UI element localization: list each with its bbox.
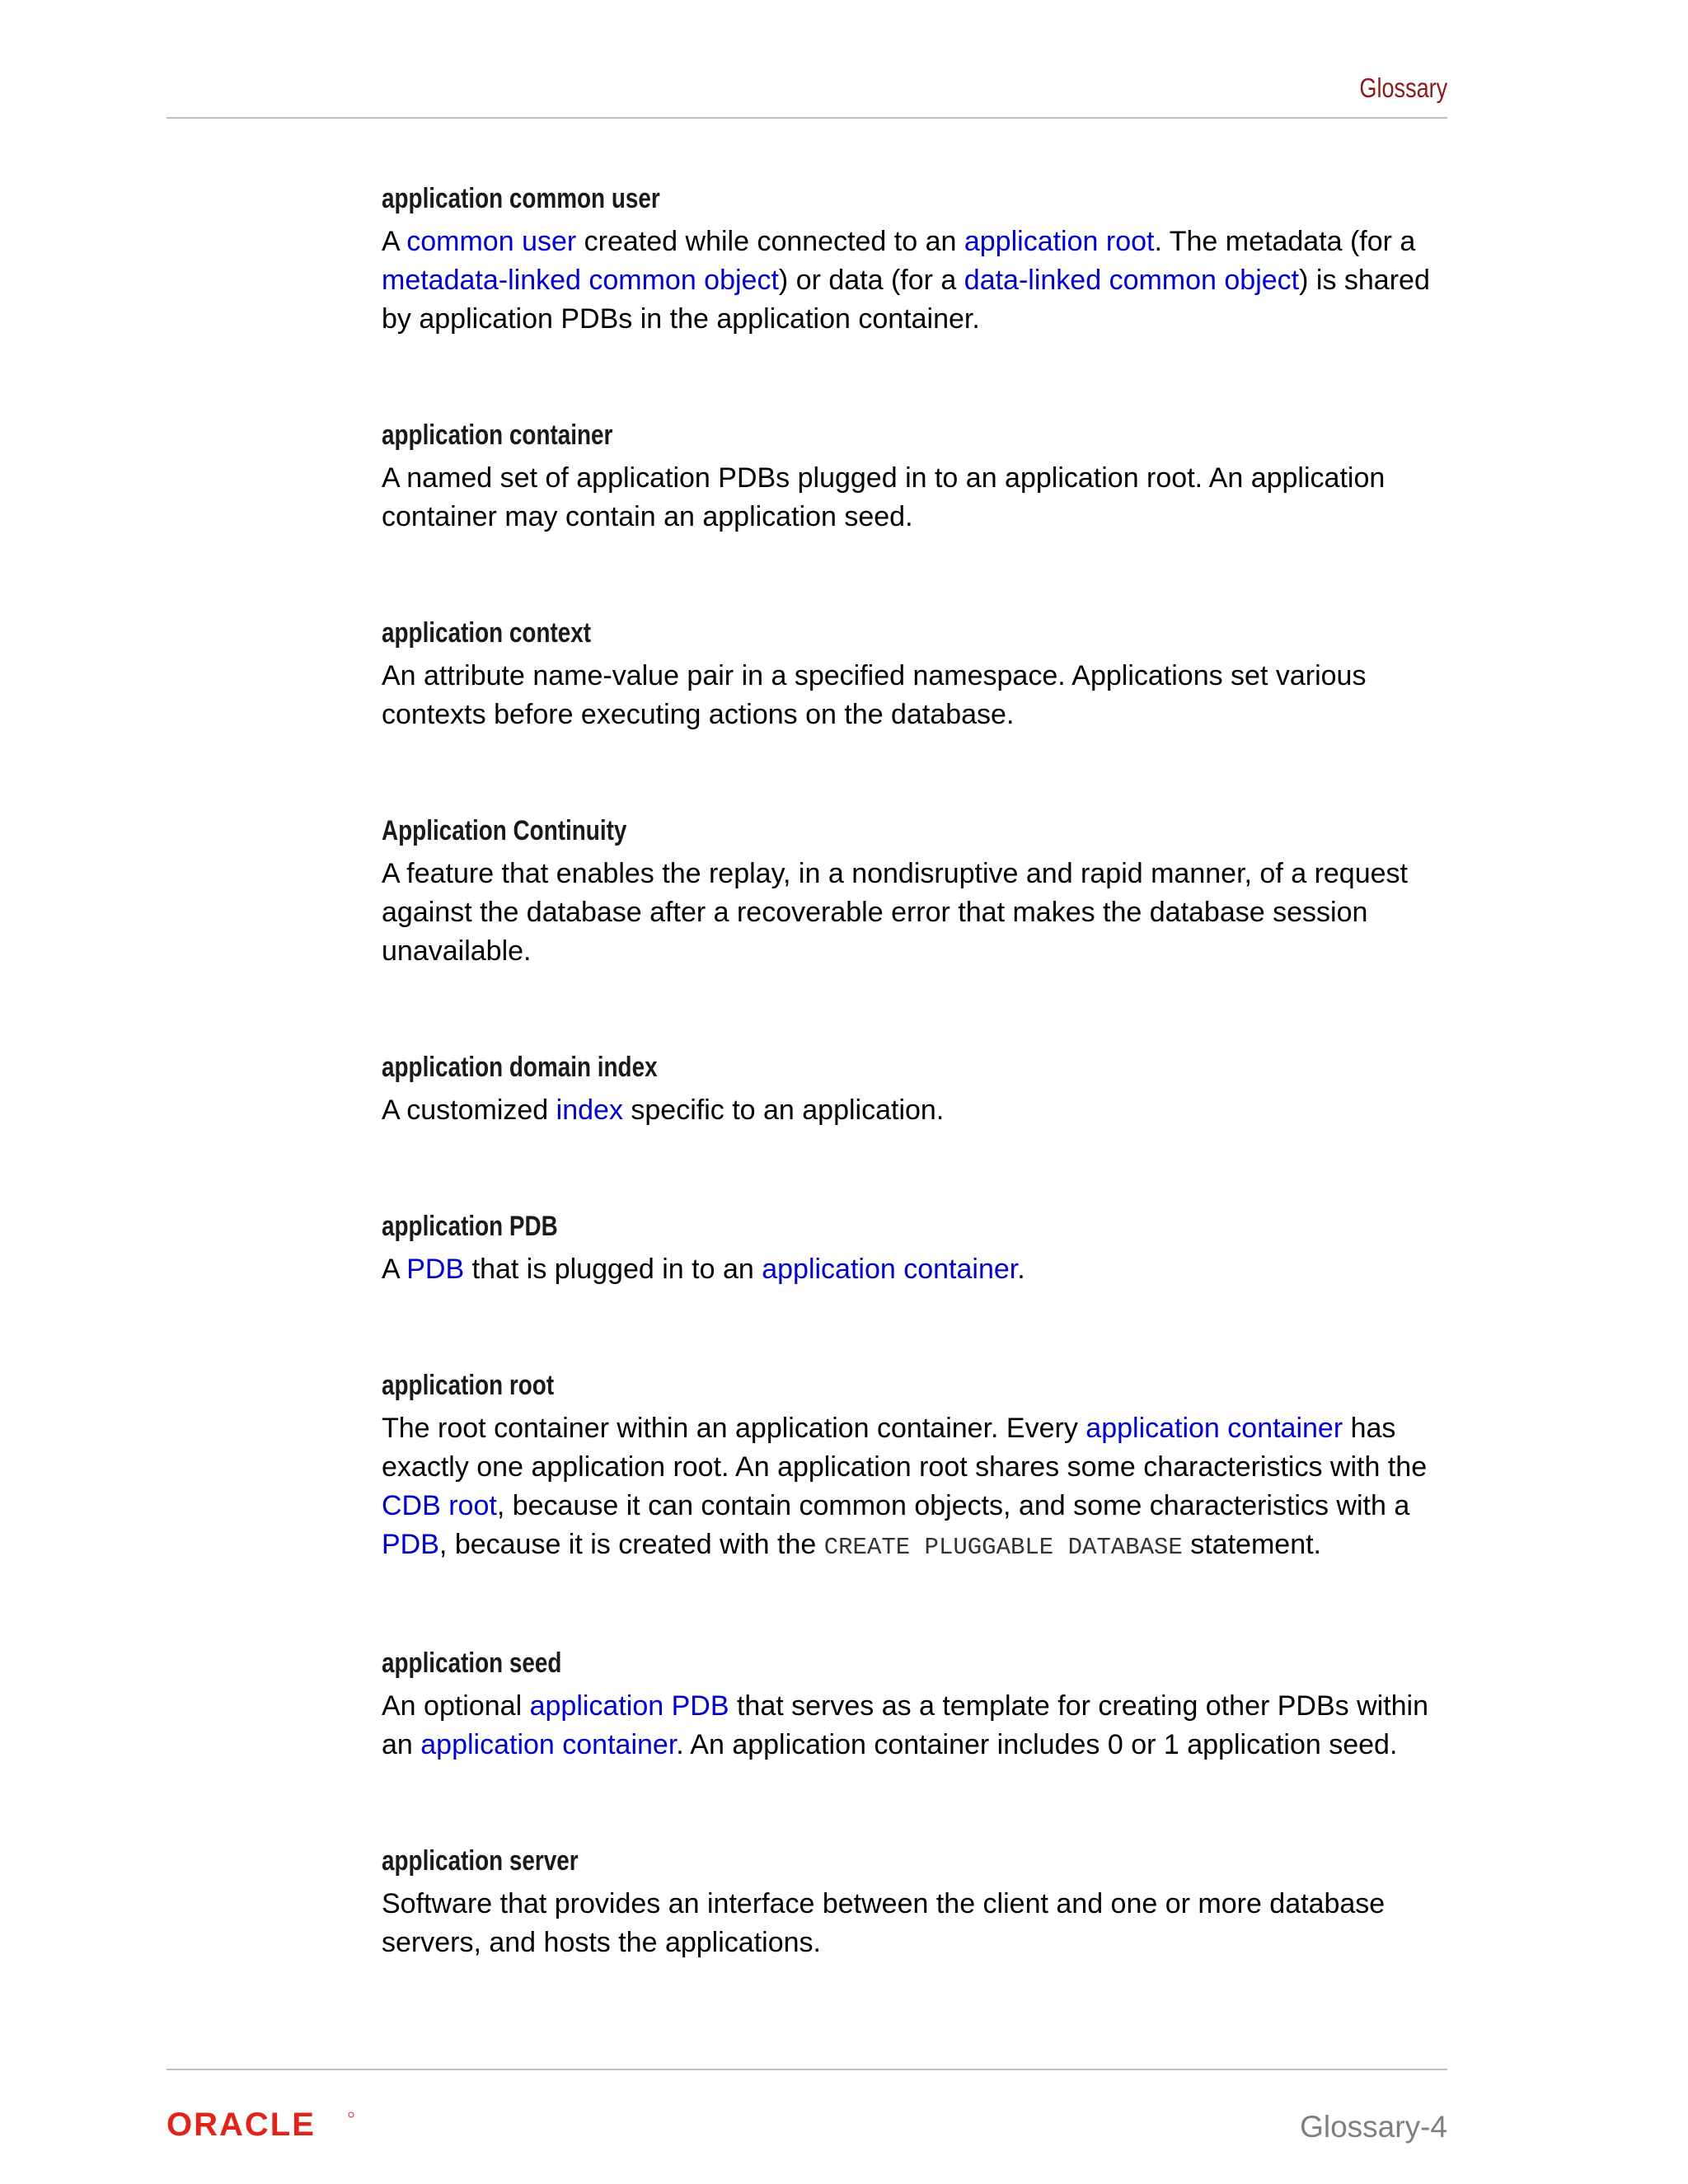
link-metadata-linked-common-object[interactable]: metadata-linked common object (382, 265, 779, 296)
link-application-pdb[interactable]: application PDB (529, 1690, 729, 1722)
link-data-linked-common-object[interactable]: data-linked common object (964, 265, 1300, 296)
footer-divider (166, 2069, 1447, 2070)
link-pdb[interactable]: PDB (406, 1254, 465, 1285)
term: Application Continuity (382, 815, 627, 846)
definition: Software that provides an interface between the client and one or more database servers, and hosts the applications. (382, 1888, 1386, 1958)
term: application common user (382, 183, 660, 214)
glossary-entry-application-root (382, 1361, 1445, 1567)
page-header (166, 0, 1447, 119)
link-application-container[interactable]: application container (1085, 1413, 1343, 1444)
section-title: Glossary (1359, 73, 1447, 103)
definition: A named set of application PDBs plugged in to an application root. An application container may contain an application seed. (382, 462, 1386, 532)
term: application container (382, 419, 613, 451)
code-create-pluggable-database: CREATE PLUGGABLE DATABASE (823, 1534, 1183, 1561)
definition: An optional application PDB that serves as a template for creating other PDBs within an application container. An application container includes 0 or 1 application seed. (382, 1690, 1429, 1760)
oracle-logo (166, 2108, 356, 2141)
glossary-entry-application-seed (382, 1639, 1445, 1765)
oracle-logo-text: ORACLE (166, 2108, 316, 2141)
link-common-user[interactable]: common user (406, 226, 577, 257)
glossary-entry-application-common-user (382, 175, 1445, 339)
definition: A customized index specific to an application. (382, 1094, 945, 1126)
glossary-entry-application-domain-index (382, 1043, 1445, 1130)
link-index[interactable]: index (556, 1094, 623, 1126)
glossary-entry-application-server (382, 1837, 1445, 1962)
definition: A common user created while connected to an application root. The metadata (for a metadata-linked common object) or data (for a data-linked common object) is shared by application PDBs in the application container. (382, 226, 1430, 335)
term: application server (382, 1845, 579, 1877)
glossary-entry-application-context (382, 609, 1445, 734)
definition: An attribute name-value pair in a specified namespace. Applications set various contexts before executing actions on the database. (382, 660, 1367, 730)
link-application-container[interactable]: application container (420, 1729, 677, 1760)
term: application seed (382, 1647, 562, 1679)
link-application-container[interactable]: application container (762, 1254, 1018, 1285)
header-divider (166, 117, 1447, 119)
term: application root (382, 1370, 555, 1401)
glossary-entry-application-continuity (382, 807, 1445, 971)
definition: The root container within an application container. Every application container has exactly one application root. An application root shares some characteristics with the CDB root, because it can contain common objects, and some characteristics with a PDB, because it is created with the CREATE PLUGGABLE DATABASE statement. (382, 1413, 1428, 1561)
link-cdb-root[interactable]: CDB root (382, 1490, 497, 1521)
term: application domain index (382, 1052, 658, 1083)
definition: A PDB that is plugged in to an application container. (382, 1254, 1025, 1285)
term: application context (382, 617, 592, 649)
glossary-content (382, 175, 1445, 1962)
definition: A feature that enables the replay, in a nondisruptive and rapid manner, of a request against the database after a recoverable error that makes the database session unavailable. (382, 858, 1408, 967)
glossary-entry-application-container (382, 411, 1445, 537)
link-pdb[interactable]: PDB (382, 1529, 439, 1560)
page-number: Glossary-4 (1300, 2110, 1447, 2144)
link-application-root[interactable]: application root (964, 226, 1155, 257)
glossary-entry-application-pdb (382, 1202, 1445, 1289)
term: application PDB (382, 1211, 558, 1242)
